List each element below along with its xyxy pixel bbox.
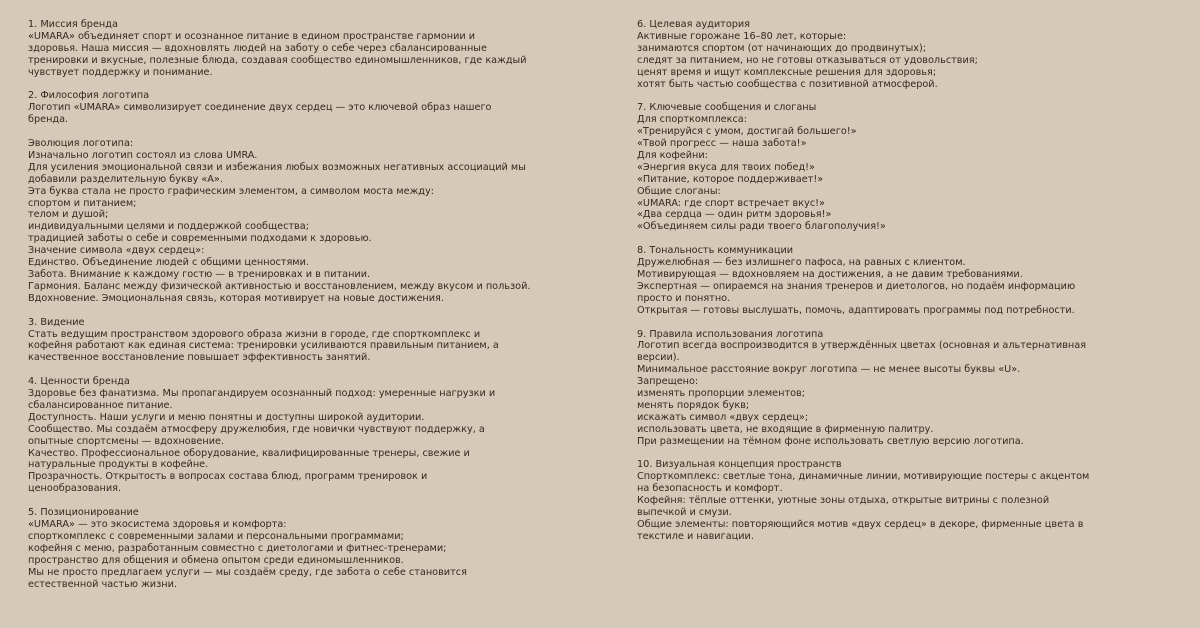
document-section [28,376,548,495]
document-section [28,317,548,365]
text-line: использовать цвета, не входящие в фирменную палитру. [637,423,934,435]
text-line: Забота. Внимание к каждому гостю — в тренировках и в питании. [28,269,371,280]
text-line: «Объединяем силы ради твоего благополучия!» [637,221,886,233]
text-line: качественное восстановление повышает эффективность занятий. [28,352,371,364]
text-line: Гармония. Баланс между физической активностью и восстановлением, между вкусом и пользой. [28,280,531,292]
text-line: Запрещено: [637,376,699,388]
text-line: Логотип всегда воспроизводится в утверждённых цветах (основная и альтернативная [637,340,1087,352]
text-line: Качество. Профессиональное оборудование, квалифицированные тренеры, свежие и [28,447,470,459]
text-line: спорткомплекс с современными залами и персональными программами; [28,530,404,542]
text-line: чувствует поддержку и понимание. [28,66,213,78]
text-line: Для спорткомплекса: [637,114,747,126]
text-line: Минимальное расстояние вокруг логотипа — не менее высоты буквы «U». [637,364,1021,376]
text-line: Вдохновение. Эмоциональная связь, которая мотивирует на новые достижения. [28,292,444,304]
text-line: ценообразования. [28,483,122,495]
text-line: версии). [637,352,680,364]
document-section [28,138,548,305]
text-line: «UMARA» объединяет спорт и осознанное питание в едином пространстве гармонии и [28,30,476,42]
text-line: кофейня с меню, разработанным совместно с диетологами и фитнес-тренерами; [28,542,447,554]
text-line: Доступность. Наши услуги и меню понятны и доступны широкой аудитории. [28,411,425,423]
text-line: Экспертная — опираемся на знания тренеров и диетологов, но подаём информацию [637,280,1076,292]
text-line: индивидуальными целями и поддержкой сообщества; [28,221,309,233]
text-line: выпечкой и смузи. [637,507,732,519]
text-line: Общие слоганы: [637,185,721,197]
text-line: менять порядок букв; [637,399,750,411]
section-heading: 3. Видение [28,316,85,328]
text-line: «UMARA: где спорт встречает вкус!» [637,197,825,209]
text-line: Единство. Объединение людей с общими ценностями. [28,257,309,269]
section-heading: 4. Ценности бренда [28,376,130,388]
document-section [637,329,1157,448]
text-line: Эта буква стала не просто графическим элементом, а символом моста между: [28,185,434,197]
text-line: «Два сердца — один ритм здоровья!» [637,209,832,221]
text-line: натуральные продукты в кофейне. [28,459,209,471]
text-line: бренда. [28,114,69,126]
section-heading: 1. Миссия бренда [28,19,118,30]
text-line: Дружелюбная — без излишнего пафоса, на равных с клиентом. [637,257,966,269]
document-section [28,19,548,79]
text-line: Для кофейни: [637,149,708,161]
text-line: Активные горожане 16–80 лет, которые: [637,30,847,42]
text-line: просто и понятно. [637,292,731,304]
text-line: Мотивирующая — вдохновляем на достижения, а не давим требованиями. [637,269,1023,280]
text-line: Кофейня: тёплые оттенки, уютные зоны отдыха, открытые витрины с полезной [637,495,1050,507]
text-line: Общие элементы: повторяющийся мотив «двух сердец» в декоре, фирменные цвета в [637,519,1084,530]
text-line: Мы не просто предлагаем услуги — мы создаём среду, где забота о себе становится [28,566,467,578]
text-line: «Питание, которое поддерживает!» [637,173,824,185]
text-line: Здоровье без фанатизма. Мы пропагандируем осознанный подход: умеренные нагрузки и [28,388,496,400]
text-line: на безопасность и комфорт. [637,483,783,495]
document-section [637,102,1157,233]
text-line: кофейня работают как единая система: тренировки усиливаются правильным питанием, а [28,340,499,352]
text-line: следят за питанием, но не готовы отказываться от удовольствия; [637,54,978,66]
section-heading: 10. Визуальная концепция пространств [637,459,842,471]
text-line: При размещении на тёмном фоне использовать светлую версию логотипа. [637,435,1024,447]
section-heading: 2. Философия логотипа [28,90,150,102]
text-line: Спорткомплекс: светлые тона, динамичные линии, мотивирующие постеры с акцентом [637,471,1090,483]
text-line: хотят быть частью сообщества с позитивной атмосферой. [637,78,938,90]
document-section [637,19,1157,90]
text-line: искажать символ «двух сердец»; [637,411,809,423]
text-line: Изначально логотип состоял из слова UMRA. [28,149,258,161]
text-line: Открытая — готовы выслушать, помочь, адаптировать программы под потребности. [637,304,1075,316]
text-line: телом и душой; [28,209,109,221]
text-line: Прозрачность. Открытость в вопросах состава блюд, программ тренировок и [28,471,428,483]
text-line: традицией заботы о себе и современными подходами к здоровью. [28,233,372,245]
text-line: Стать ведущим пространством здорового образа жизни в городе, где спорткомплекс и [28,328,481,340]
text-line: «Энергия вкуса для твоих побед!» [637,161,815,173]
text-line: «Твой прогресс — наша забота!» [637,138,807,150]
text-line: пространство для общения и обмена опытом среди единомышленников. [28,554,404,566]
text-line: текстиле и навигации. [637,530,754,542]
section-heading: 6. Целевая аудитория [637,19,751,30]
section-heading: 7. Ключевые сообщения и слоганы [637,102,817,114]
text-line: изменять пропорции элементов; [637,388,806,400]
text-line: опытные спортсмены — вдохновение. [28,435,225,447]
text-line: Логотип «UMARA» символизирует соединение двух сердец — это ключевой образ нашего [28,102,492,114]
text-line: «Тренируйся с умом, достигай большего!» [637,126,857,138]
text-line: «UMARA» — это экосистема здоровья и комфорта: [28,518,287,530]
section-heading: 9. Правила использования логотипа [637,328,824,340]
text-line: Значение символа «двух сердец»: [28,245,205,257]
left-column [28,19,548,602]
text-line: Сообщество. Мы создаём атмосферу дружелюбия, где новички чувствуют поддержку, а [28,423,485,435]
document-section [637,245,1157,316]
document-section [28,507,548,590]
text-line: спортом и питанием; [28,197,137,209]
text-line: добавили разделительную букву «A». [28,173,223,185]
text-line: сбалансированное питание. [28,399,173,411]
text-line: занимаются спортом (от начинающих до продвинутых); [637,42,927,54]
text-line: Для усиления эмоциональной связи и избежания любых возможных негативных ассоциаций мы [28,161,526,173]
section-heading: 8. Тональность коммуникации [637,245,794,257]
text-line: естественной частью жизни. [28,578,177,590]
text-line: ценят время и ищут комплексные решения для здоровья; [637,66,937,78]
text-line: здоровья. Наша миссия — вдохновлять людей на заботу о себе через сбалансированные [28,42,487,54]
right-column [637,19,1157,555]
document-section [28,90,548,126]
text-line: тренировки и вкусные, полезные блюда, создавая сообщество единомышленников, где каждый [28,54,527,66]
document-section [637,459,1157,542]
section-heading: 5. Позиционирование [28,507,139,519]
section-heading: Эволюция логотипа: [28,138,134,150]
